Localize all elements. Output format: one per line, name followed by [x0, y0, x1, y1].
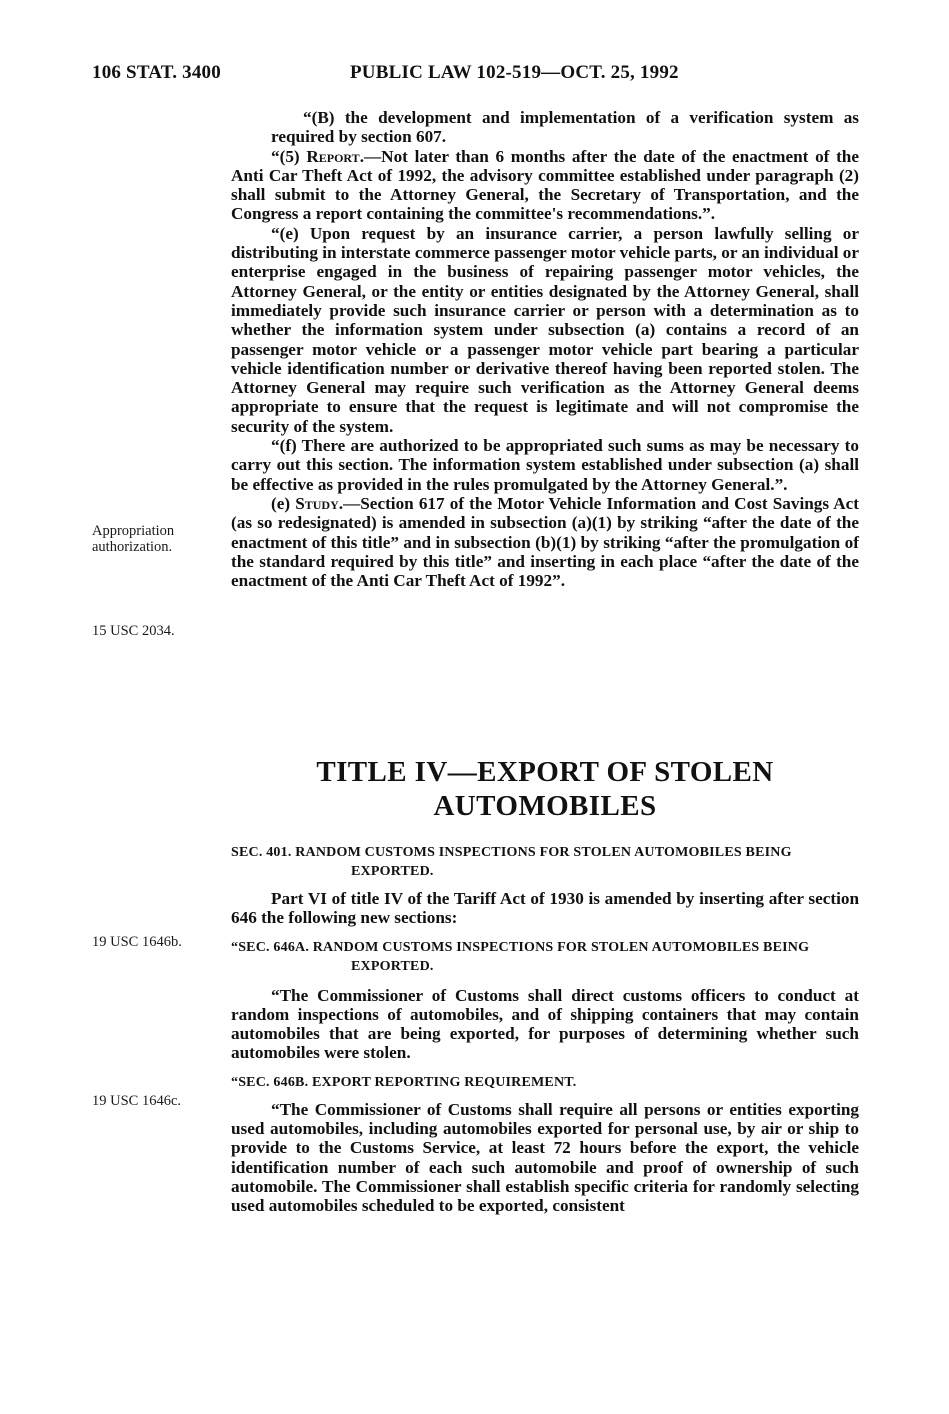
sec-646b-heading: “SEC. 646B. EXPORT REPORTING REQUIREMENT. [231, 1074, 577, 1090]
margin-note-15-usc-2034: 15 USC 2034. [92, 623, 175, 639]
paragraph-5-heading: Report [306, 146, 360, 166]
paragraph-f: “(f) There are authorized to be appropriated such sums as may be necessary to carry out this section. The information system established under subsection (a) shall be effective as provided in the rules promulgated by the Attorney General.”. [231, 436, 859, 494]
paragraph-5 [231, 147, 859, 224]
section-upper-text [231, 108, 859, 590]
title-iv-line2: AUTOMOBILES [433, 790, 657, 822]
margin-note-appropriation [92, 523, 222, 555]
statute-page-reference: 106 STAT. 3400 [92, 62, 221, 83]
sec-646a-heading: “SEC. 646A. RANDOM CUSTOMS INSPECTIONS FOR STOLEN AUTOMOBILES BEING EXPORTED. [231, 939, 810, 974]
sec-646a-text: “The Commissioner of Customs shall direct customs officers to conduct at random inspections of automobiles, and of shipping containers that may contain automobiles that are being exported, for purposes of determining whether such automobiles were stolen. [231, 985, 859, 1063]
paragraph-5-text: .—Not later than 6 months after the date of the enactment of the Anti Car Theft Act of 1992, the advisory committee established under paragraph (2) shall submit to the Attorney General, the Secretary of Transportation, and the Congress a report containing the committee's recommendations.”. [231, 146, 859, 224]
paragraph-study-heading: Study [295, 493, 339, 513]
title-iv-heading [231, 755, 859, 823]
margin-note-19-usc-1646b: 19 USC 1646b. [92, 934, 182, 950]
sec-401-heading: SEC. 401. RANDOM CUSTOMS INSPECTIONS FOR STOLEN AUTOMOBILES BEING EXPORTED. [231, 845, 792, 879]
sec-401-text: Part VI of title IV of the Tariff Act of 1930 is amended by inserting after section 646 the following new sections: [231, 889, 859, 928]
paragraph-study-text: .—Section 617 of the Motor Vehicle Information and Cost Savings Act (as so redesignated) is amended in subsection (a)(1) by striking “after the date of the enactment of this title” and in subsection (b)(1) by striking “after the promulgation of the standard required by this title” and inserting in each place “after the date of the enactment of the Anti Car Theft Act of 1992”. [231, 493, 859, 591]
paragraph-5-label: “(5) [271, 146, 307, 166]
paragraph-e: “(e) Upon request by an insurance carrier, a person lawfully selling or distributing in interstate commerce passenger motor vehicle parts, or an individual or enterprise engaged in the business of repairing passenger motor vehicles, the Attorney General, or the entity or entities designated by the Attorney General, shall immediately provide such insurance carrier or person with a determination as to whether the information system under subsection (a) contains a record of an passenger motor vehicle or a passenger motor vehicle part bearing a particular vehicle identification number or derivative thereof having been reported stolen. The Attorney General may require such verification as the Attorney General deems appropriate to ensure that the request is legitimate and will not compromise the security of the system. [231, 223, 859, 436]
margin-note-appropriation-line2: authorization. [92, 539, 173, 555]
sec-646b-text: “The Commissioner of Customs shall require all persons or entities exporting used automobiles, including automobiles exported for personal use, by air or ship to provide to the Customs Service, at least 72 hours before the export, the vehicle identification number of each such automobile and proof of ownership of such automobile. The Commissioner shall establish specific criteria for randomly selecting used automobiles scheduled to be exported, consistent [231, 1099, 859, 1216]
paragraph-study-label: (e) [271, 493, 296, 513]
paragraph-b: “(B) the development and implementation of a verification system as required by section 607. [271, 108, 859, 147]
title-iv-line1: TITLE IV—EXPORT OF STOLEN [316, 756, 774, 788]
public-law-citation: PUBLIC LAW 102-519—OCT. 25, 1992 [350, 62, 679, 83]
paragraph-study [231, 494, 859, 590]
margin-note-appropriation-line1: Appropriation [92, 523, 175, 539]
section-lower-text [231, 843, 859, 1216]
margin-note-19-usc-1646c: 19 USC 1646c. [92, 1093, 182, 1109]
